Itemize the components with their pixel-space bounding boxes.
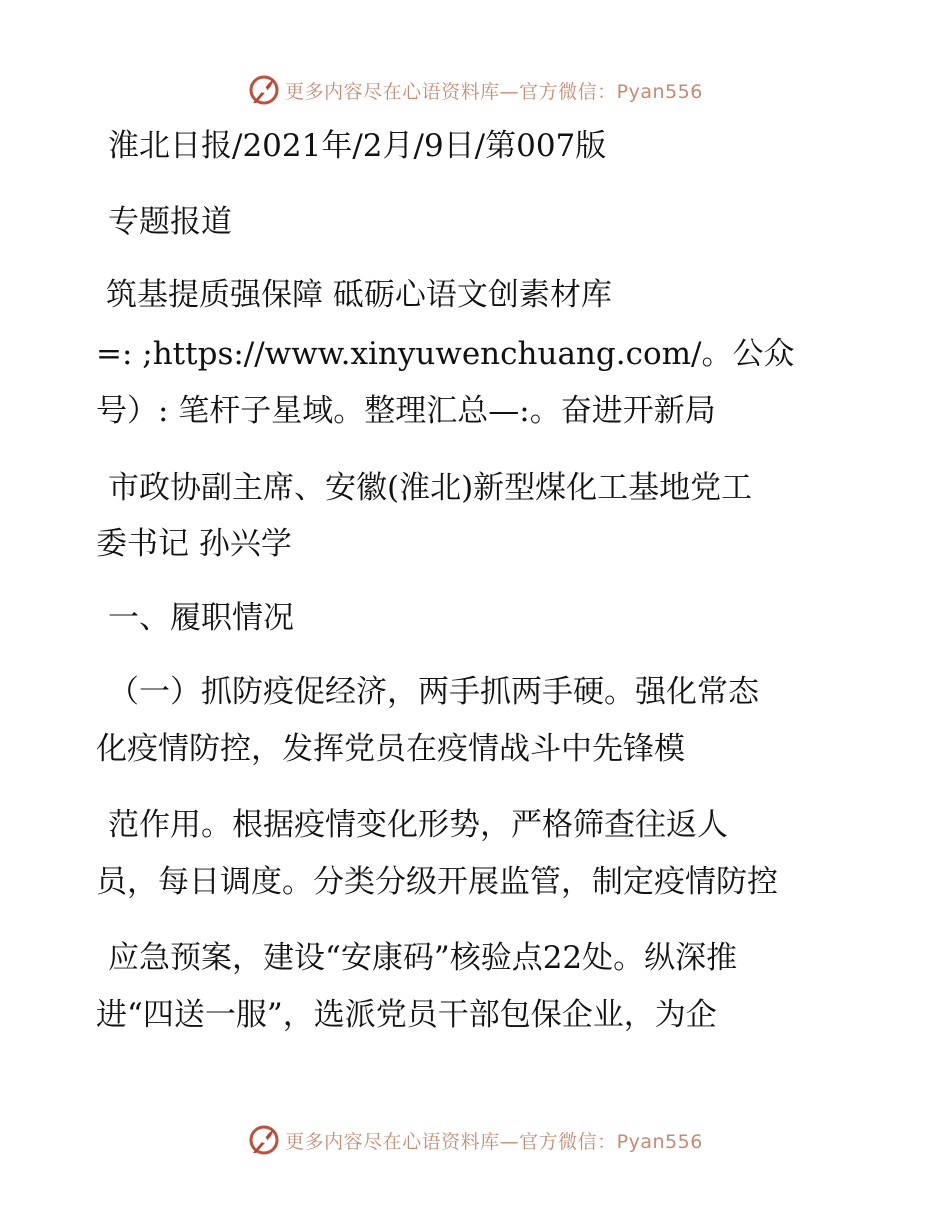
quill-pen-circle-icon bbox=[247, 1123, 281, 1157]
watermark-text: 更多内容尽在心语资料库—官方微信：Pyan556 bbox=[285, 80, 703, 103]
body-line: 进“四送一服”，选派党员干部包保企业，为企 bbox=[96, 997, 717, 1033]
quill-pen-circle-icon bbox=[247, 73, 281, 107]
body-line: 范作用。根据疫情变化形势，严格筛查往返人 bbox=[108, 807, 728, 843]
author-line: 委书记 孙兴学 bbox=[96, 526, 292, 562]
publication-line: 淮北日报/2021年/2月/9日/第007版 bbox=[108, 128, 607, 164]
footer-watermark bbox=[0, 1120, 950, 1160]
body-line: 号）: 笔杆子星域。整理汇总—:。奋进开新局 bbox=[96, 393, 716, 429]
body-line: （一）抓防疫促经济，两手抓两手硬。强化常态 bbox=[108, 674, 759, 710]
author-line: 市政协副主席、安徽(淮北)新型煤化工基地党工 bbox=[108, 470, 753, 506]
body-line: 化疫情防控，发挥党员在疫情战斗中先锋模 bbox=[96, 731, 685, 767]
body-line: =: ;https://www.xinyuwenchuang.com/。公众 bbox=[96, 336, 795, 372]
body-line: 员，每日调度。分类分级开展监管，制定疫情防控 bbox=[96, 864, 778, 900]
section-heading: 一、履职情况 bbox=[108, 600, 294, 636]
section-label: 专题报道 bbox=[108, 204, 232, 240]
watermark-text: 更多内容尽在心语资料库—官方微信：Pyan556 bbox=[285, 1130, 703, 1153]
article-title-line: 筑基提质强保障 砥砺心语文创素材库 bbox=[106, 277, 612, 313]
body-line: 应急预案，建设“安康码”核验点22处。纵深推 bbox=[108, 940, 738, 976]
header-watermark bbox=[0, 70, 950, 110]
